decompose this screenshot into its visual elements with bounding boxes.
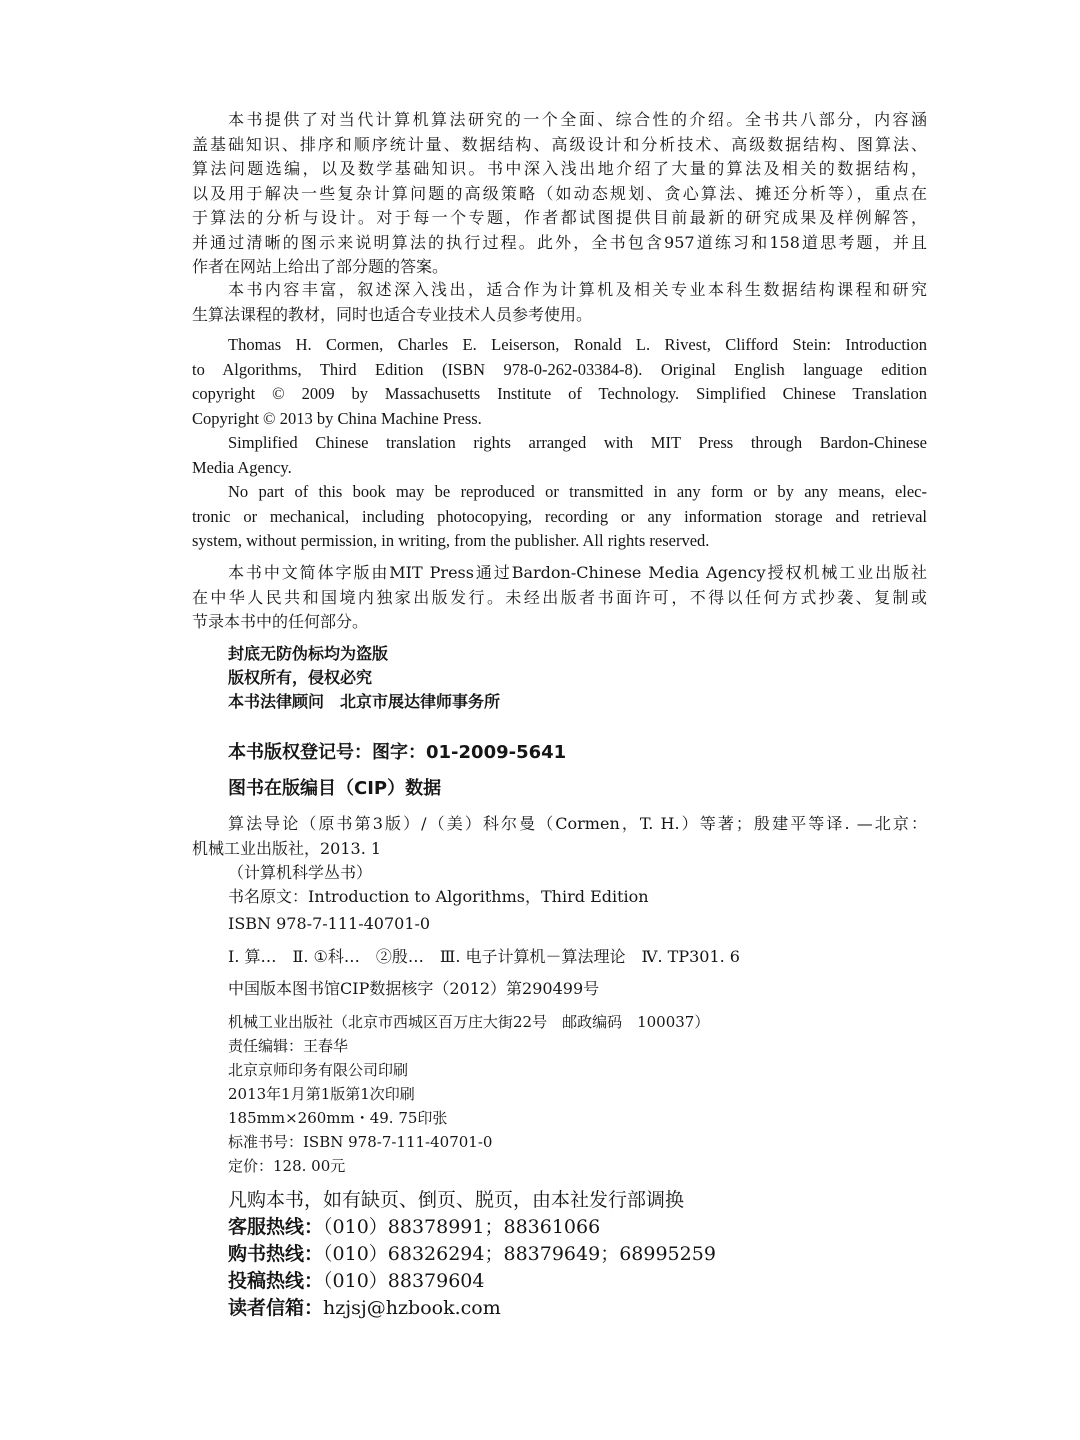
- cip-entry-line: 算法导论（原书第3版）/（美）科尔曼（Cormen，T. H.）等著；殷建平等译. —北京：: [228, 814, 927, 833]
- service-hotline: [228, 1214, 600, 1241]
- cip-series: （计算机科学丛书）: [228, 863, 373, 882]
- book-description: [192, 108, 927, 280]
- original-edition-line: Copyright © 2013 by China Machine Press.: [192, 408, 482, 428]
- translation-rights-line: Simplified Chinese translation rights arranged with MIT Press through Bardon-Chinese: [228, 433, 927, 452]
- purchase-hotline: [228, 1241, 716, 1268]
- reader-email-label: 读者信箱：: [228, 1297, 324, 1319]
- imprint-publisher: 机械工业出版社（北京市西城区百万庄大街22号 邮政编码 100037）: [228, 1013, 710, 1031]
- copyright-registration: 本书版权登记号：图字：01-2009-5641: [228, 742, 567, 763]
- translation-rights-line: Media Agency.: [192, 457, 292, 477]
- description-line: 盖基础知识、排序和顺序统计量、数据结构、高级设计和分析技术、高级数据结构、图算法、: [192, 134, 927, 154]
- description-line: 以及用于解决一些复杂计算问题的高级策略（如动态规划、贪心算法、摊还分析等），重点在: [192, 183, 927, 203]
- original-edition-line: Thomas H. Cormen, Charles E. Leiserson, Ronald L. Rivest, Clifford Stein: Introduction: [228, 335, 927, 354]
- chinese-rights-line: 节录本书中的任何部分。: [192, 612, 369, 631]
- english-copyright: [192, 333, 927, 554]
- cip-isbn: ISBN 978-7-111-40701-0: [228, 914, 431, 933]
- imprint-editor: 责任编辑：王春华: [228, 1037, 349, 1055]
- reader-email-value: hzjsj@hzbook.com: [323, 1297, 501, 1319]
- service-hotline-label: 客服热线：: [228, 1216, 324, 1238]
- cip-classification: Ⅰ. 算… Ⅱ. ①科… ②殷… Ⅲ. 电子计算机－算法理论 Ⅳ. TP301. 6: [228, 947, 740, 966]
- submission-hotline: [228, 1268, 485, 1295]
- description-line: 于算法的分析与设计。对于每一个专题，作者都试图提供目前最新的研究成果及样例解答，: [192, 208, 927, 227]
- audience-paragraph: [192, 278, 927, 327]
- audience-line: 本书内容丰富，叙述深入浅出，适合作为计算机及相关专业本科生数据结构课程和研究: [228, 280, 927, 299]
- service-hotline-value: （010）88378991；88361066: [323, 1216, 601, 1238]
- reader-email: [228, 1295, 501, 1322]
- description-line: 算法问题选编，以及数学基础知识。书中深入浅出地介绍了大量的算法及相关的数据结构，: [192, 159, 927, 178]
- submission-hotline-label: 投稿热线：: [228, 1270, 324, 1292]
- chinese-rights-line: 本书中文简体字版由MIT Press通过Bardon-Chinese Media Agency授权机械工业出版社: [228, 563, 927, 582]
- imprint-printer: 北京京师印务有限公司印刷: [228, 1061, 409, 1079]
- description-line: 并通过清晰的图示来说明算法的执行过程。此外，全书包含957道练习和158道思考题，并且: [192, 232, 927, 252]
- original-edition-line: to Algorithms, Third Edition (ISBN 978-0-262-03384-8). Original English language edition: [192, 359, 927, 379]
- chinese-rights-statement: [192, 561, 927, 635]
- cip-heading: 图书在版编目（CIP）数据: [228, 778, 442, 799]
- legal-counsel-notice: 本书法律顾问 北京市展达律师事务所: [228, 692, 501, 711]
- description-line: 本书提供了对当代计算机算法研究的一个全面、综合性的介绍。全书共八部分，内容涵: [228, 110, 927, 129]
- cip-entry-line: 机械工业出版社，2013. 1: [192, 838, 382, 858]
- purchase-hotline-value: （010）68326294；88379649；68995259: [323, 1243, 716, 1265]
- submission-hotline-value: （010）88379604: [323, 1270, 485, 1292]
- cip-entry: [192, 812, 927, 861]
- all-rights-notice: 版权所有，侵权必究: [228, 668, 373, 687]
- imprint-price: 定价：128. 00元: [228, 1157, 346, 1175]
- cip-original-title: 书名原文：Introduction to Algorithms，Third Edition: [228, 887, 649, 906]
- description-line: 作者在网站上给出了部分题的答案。: [192, 257, 449, 276]
- rights-reserved-line: tronic or mechanical, including photocopying, recording or any information storage and retrieval: [192, 506, 927, 526]
- rights-reserved-line: No part of this book may be reproduced or transmitted in any form or by any means, elec-: [228, 482, 927, 501]
- rights-reserved-line: system, without permission, in writing, from the publisher. All rights reserved.: [192, 531, 710, 550]
- imprint-edition: 2013年1月第1版第1次印刷: [228, 1085, 415, 1103]
- purchase-hotline-label: 购书热线：: [228, 1243, 324, 1265]
- original-edition-line: copyright © 2009 by Massachusetts Institute of Technology. Simplified Chinese Translation: [192, 384, 927, 403]
- imprint-standard-isbn: 标准书号：ISBN 978-7-111-40701-0: [228, 1133, 493, 1151]
- audience-line: 生算法课程的教材，同时也适合专业技术人员参考使用。: [192, 304, 593, 324]
- imprint-format: 185mm×260mm・49. 75印张: [228, 1109, 448, 1127]
- anti-piracy-notice: 封底无防伪标均为盗版: [228, 644, 389, 663]
- cip-verification: 中国版本图书馆CIP数据核字（2012）第290499号: [228, 979, 600, 998]
- chinese-rights-line: 在中华人民共和国境内独家出版发行。未经出版者书面许可，不得以任何方式抄袭、复制或: [192, 587, 927, 607]
- exchange-notice: 凡购本书，如有缺页、倒页、脱页，由本社发行部调换: [228, 1189, 685, 1211]
